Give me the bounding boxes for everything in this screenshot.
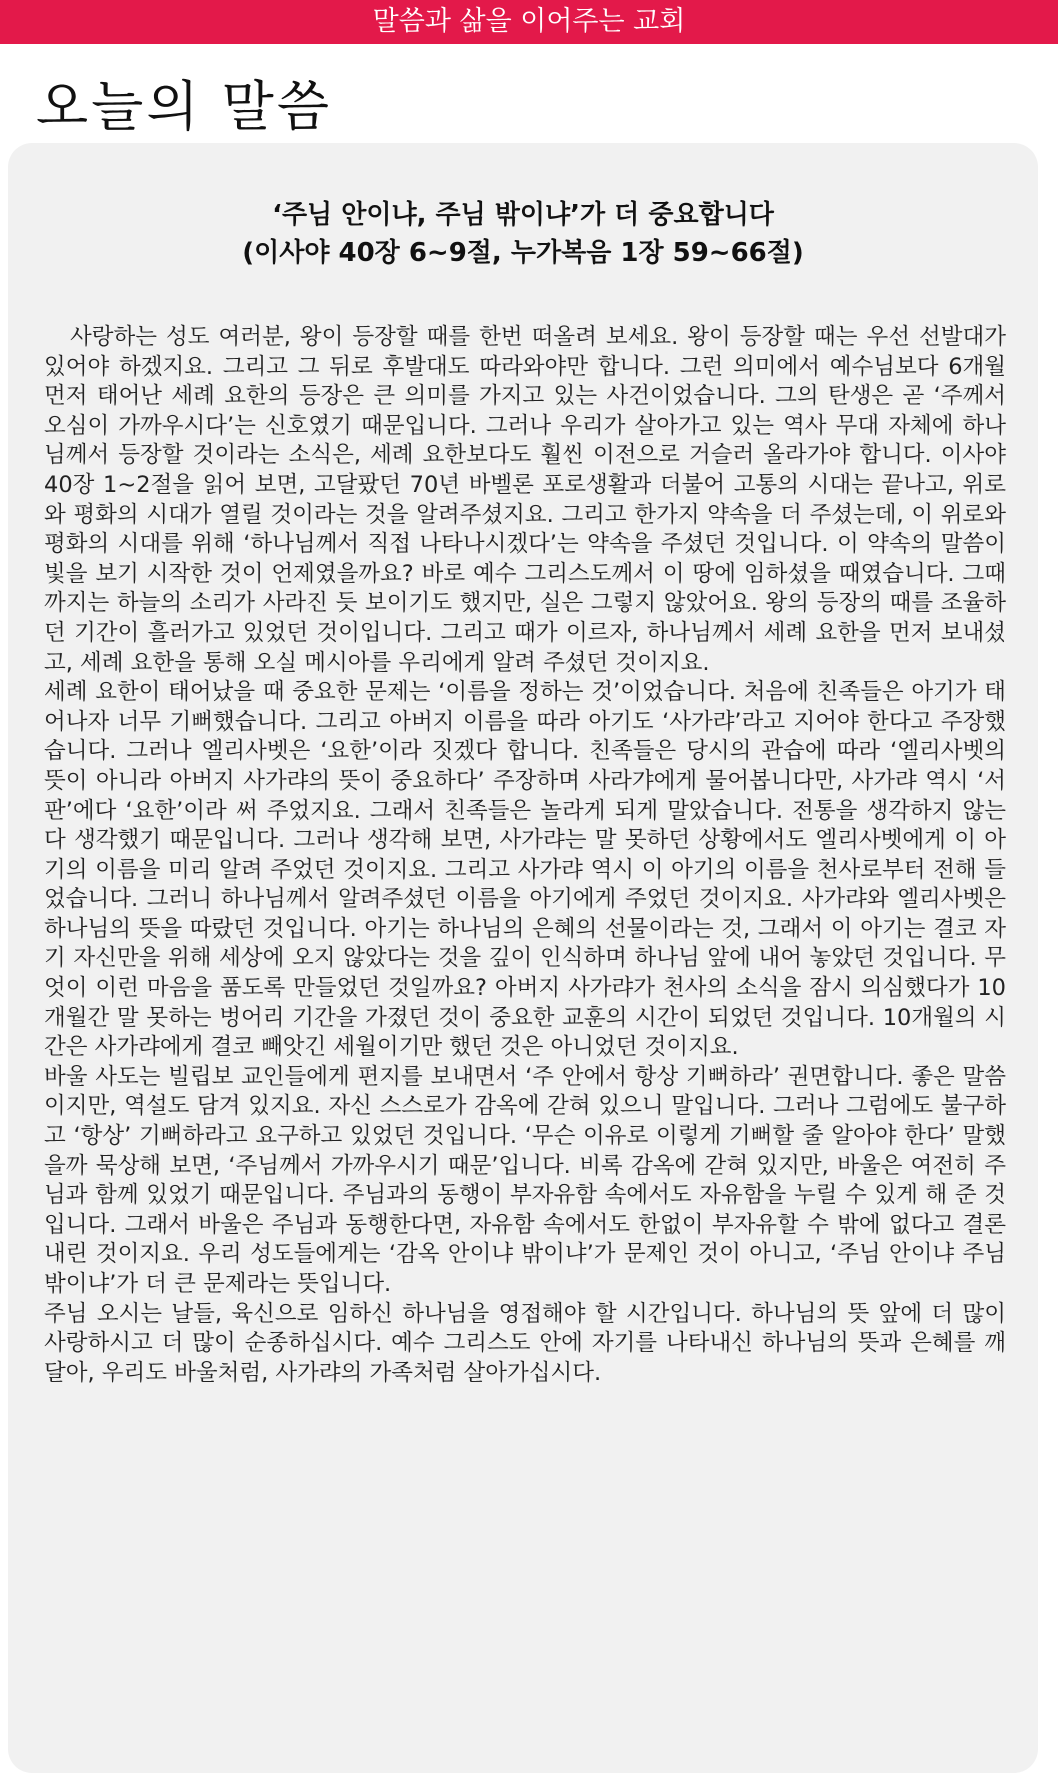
sermon-body	[44, 323, 1006, 1388]
top-banner	[0, 0, 1058, 44]
sermon-paragraph: 사랑하는 성도 여러분, 왕이 등장할 때를 한번 떠올려 보세요. 왕이 등장할 때는 우선 선발대가 있어야 하겠지요. 그리고 그 뒤로 후발대도 따라와야만 합니다. 그런 의미에서 예수님보다 6개월 먼저 태어난 세례 요한의 등장은 큰 의미를 가지고 있는 사건이었습니다. 그의 탄생은 곧 ‘주께서 오심이 가까우시다’는 신호였기 때문입니다. 그러나 우리가 살아가고 있는 역사 무대 자체에 하나님께서 등장할 것이라는 소식은, 세례 요한보다도 훨씬 이전으로 거슬러 올라가야 합니다. 이사야 40장 1~2절을 읽어 보면, 고달팠던 70년 바벨론 포로생활과 더불어 고통의 시대는 끝나고, 위로와 평화의 시대가 열릴 것이라는 것을 알려주셨지요. 그리고 한가지 약속을 더 주셨는데, 이 위로와 평화의 시대를 위해 ‘하나님께서 직접 나타나시겠다’는 약속을 주셨던 것입니다. 이 약속의 말씀이 빛을 보기 시작한 것이 언제였을까요? 바로 예수 그리스도께서 이 땅에 임하셨을 때였습니다. 그때까지는 하늘의 소리가 사라진 듯 보이기도 했지만, 실은 그렇지 않았어요. 왕의 등장의 때를 조율하던 기간이 흘러가고 있었던 것이입니다. 그리고 때가 이르자, 하나님께서 세례 요한을 먼저 보내셨고, 세례 요한을 통해 오실 메시아를 우리에게 알려 주셨던 것이지요.	[44, 324, 1006, 676]
scripture-reference: (이사야 40장 6~9절, 누가복음 1장 59~66절)	[242, 238, 804, 268]
sermon-card	[8, 143, 1038, 1773]
sermon-paragraph: 바울 사도는 빌립보 교인들에게 편지를 보내면서 ‘주 안에서 항상 기뻐하라’ 권면합니다. 좋은 말씀이지만, 역설도 담겨 있지요. 자신 스스로가 감옥에 갇혀 있으니 말입니다. 그러나 그럼에도 불구하고 ‘항상’ 기뻐하라고 요구하고 있었던 것입니다. ‘무슨 이유로 이렇게 기뻐할 줄 알아야 한다’ 말했을까 묵상해 보면, ‘주님께서 가까우시기 때문’입니다. 비록 감옥에 갇혀 있지만, 바울은 여전히 주님과 함께 있었기 때문입니다. 주님과의 동행이 부자유함 속에서도 자유함을 누릴 수 있게 해 준 것입니다. 그래서 바울은 주님과 동행한다면, 자유함 속에서도 한없이 부자유할 수 밖에 없다고 결론내린 것이지요. 우리 성도들에게는 ‘감옥 안이냐 밖이냐’가 문제인 것이 아니고, ‘주님 안이냐 주님 밖이냐’가 더 큰 문제라는 뜻입니다.	[44, 1063, 1006, 1297]
banner-text: 말씀과 삶을 이어주는 교회	[372, 6, 686, 37]
sermon-title: ‘주님 안이냐, 주님 밖이냐’가 더 중요합니다	[272, 200, 774, 230]
sermon-paragraph: 세례 요한이 태어났을 때 중요한 문제는 ‘이름을 정하는 것’이었습니다. 처음에 친족들은 아기가 태어나자 너무 기뻐했습니다. 그리고 아버지 이름을 따라 아기도 ‘사가랴’라고 지어야 한다고 주장했습니다. 그러나 엘리사벳은 ‘요한’이라 짓겠다 합니다. 친족들은 당시의 관습에 따라 ‘엘리사벳의 뜻이 아니라 아버지 사가랴의 뜻이 중요하다’ 주장하며 사라갸에게 물어봅니다만, 사가랴 역시 ‘서판’에다 ‘요한’이라 써 주었지요. 그래서 친족들은 놀라게 되게 말았습니다. 전통을 생각하지 않는다 생각했기 때문입니다. 그러나 생각해 보면, 사가랴는 말 못하던 상황에서도 엘리사벳에게 이 아기의 이름을 미리 알려 주었던 것이지요. 그리고 사가랴 역시 이 아기의 이름을 천사로부터 전해 들었습니다. 그러니 하나님께서 알려주셨던 이름을 아기에게 주었던 것이지요. 사가랴와 엘리사벳은 하나님의 뜻을 따랐던 것입니다. 아기는 하나님의 은혜의 선물이라는 것, 그래서 이 아기는 결코 자기 자신만을 위해 세상에 오지 않았다는 것을 깊이 인식하며 하나님 앞에 내어 놓았던 것입니다. 무엇이 이런 마음을 품도록 만들었던 것일까요? 아버지 사가랴가 천사의 소식을 잠시 의심했다가 10개월간 말 못하는 벙어리 기간을 가졌던 것이 중요한 교훈의 시간이 되었던 것입니다. 10개월의 시간은 사가랴에게 결코 빼앗긴 세월이기만 했던 것은 아니었던 것이지요.	[44, 679, 1006, 1061]
sermon-paragraph: 주님 오시는 날들, 육신으로 임하신 하나님을 영접해야 할 시간입니다. 하나님의 뜻 앞에 더 많이 사랑하시고 더 많이 순종하십시다. 예수 그리스도 안에 자기를 나타내신 하나님의 뜻과 은혜를 깨달아, 우리도 바울처럼, 사가랴의 가족처럼 살아가십시다.	[44, 1300, 1006, 1386]
page-title: 오늘의 말씀	[36, 75, 332, 138]
